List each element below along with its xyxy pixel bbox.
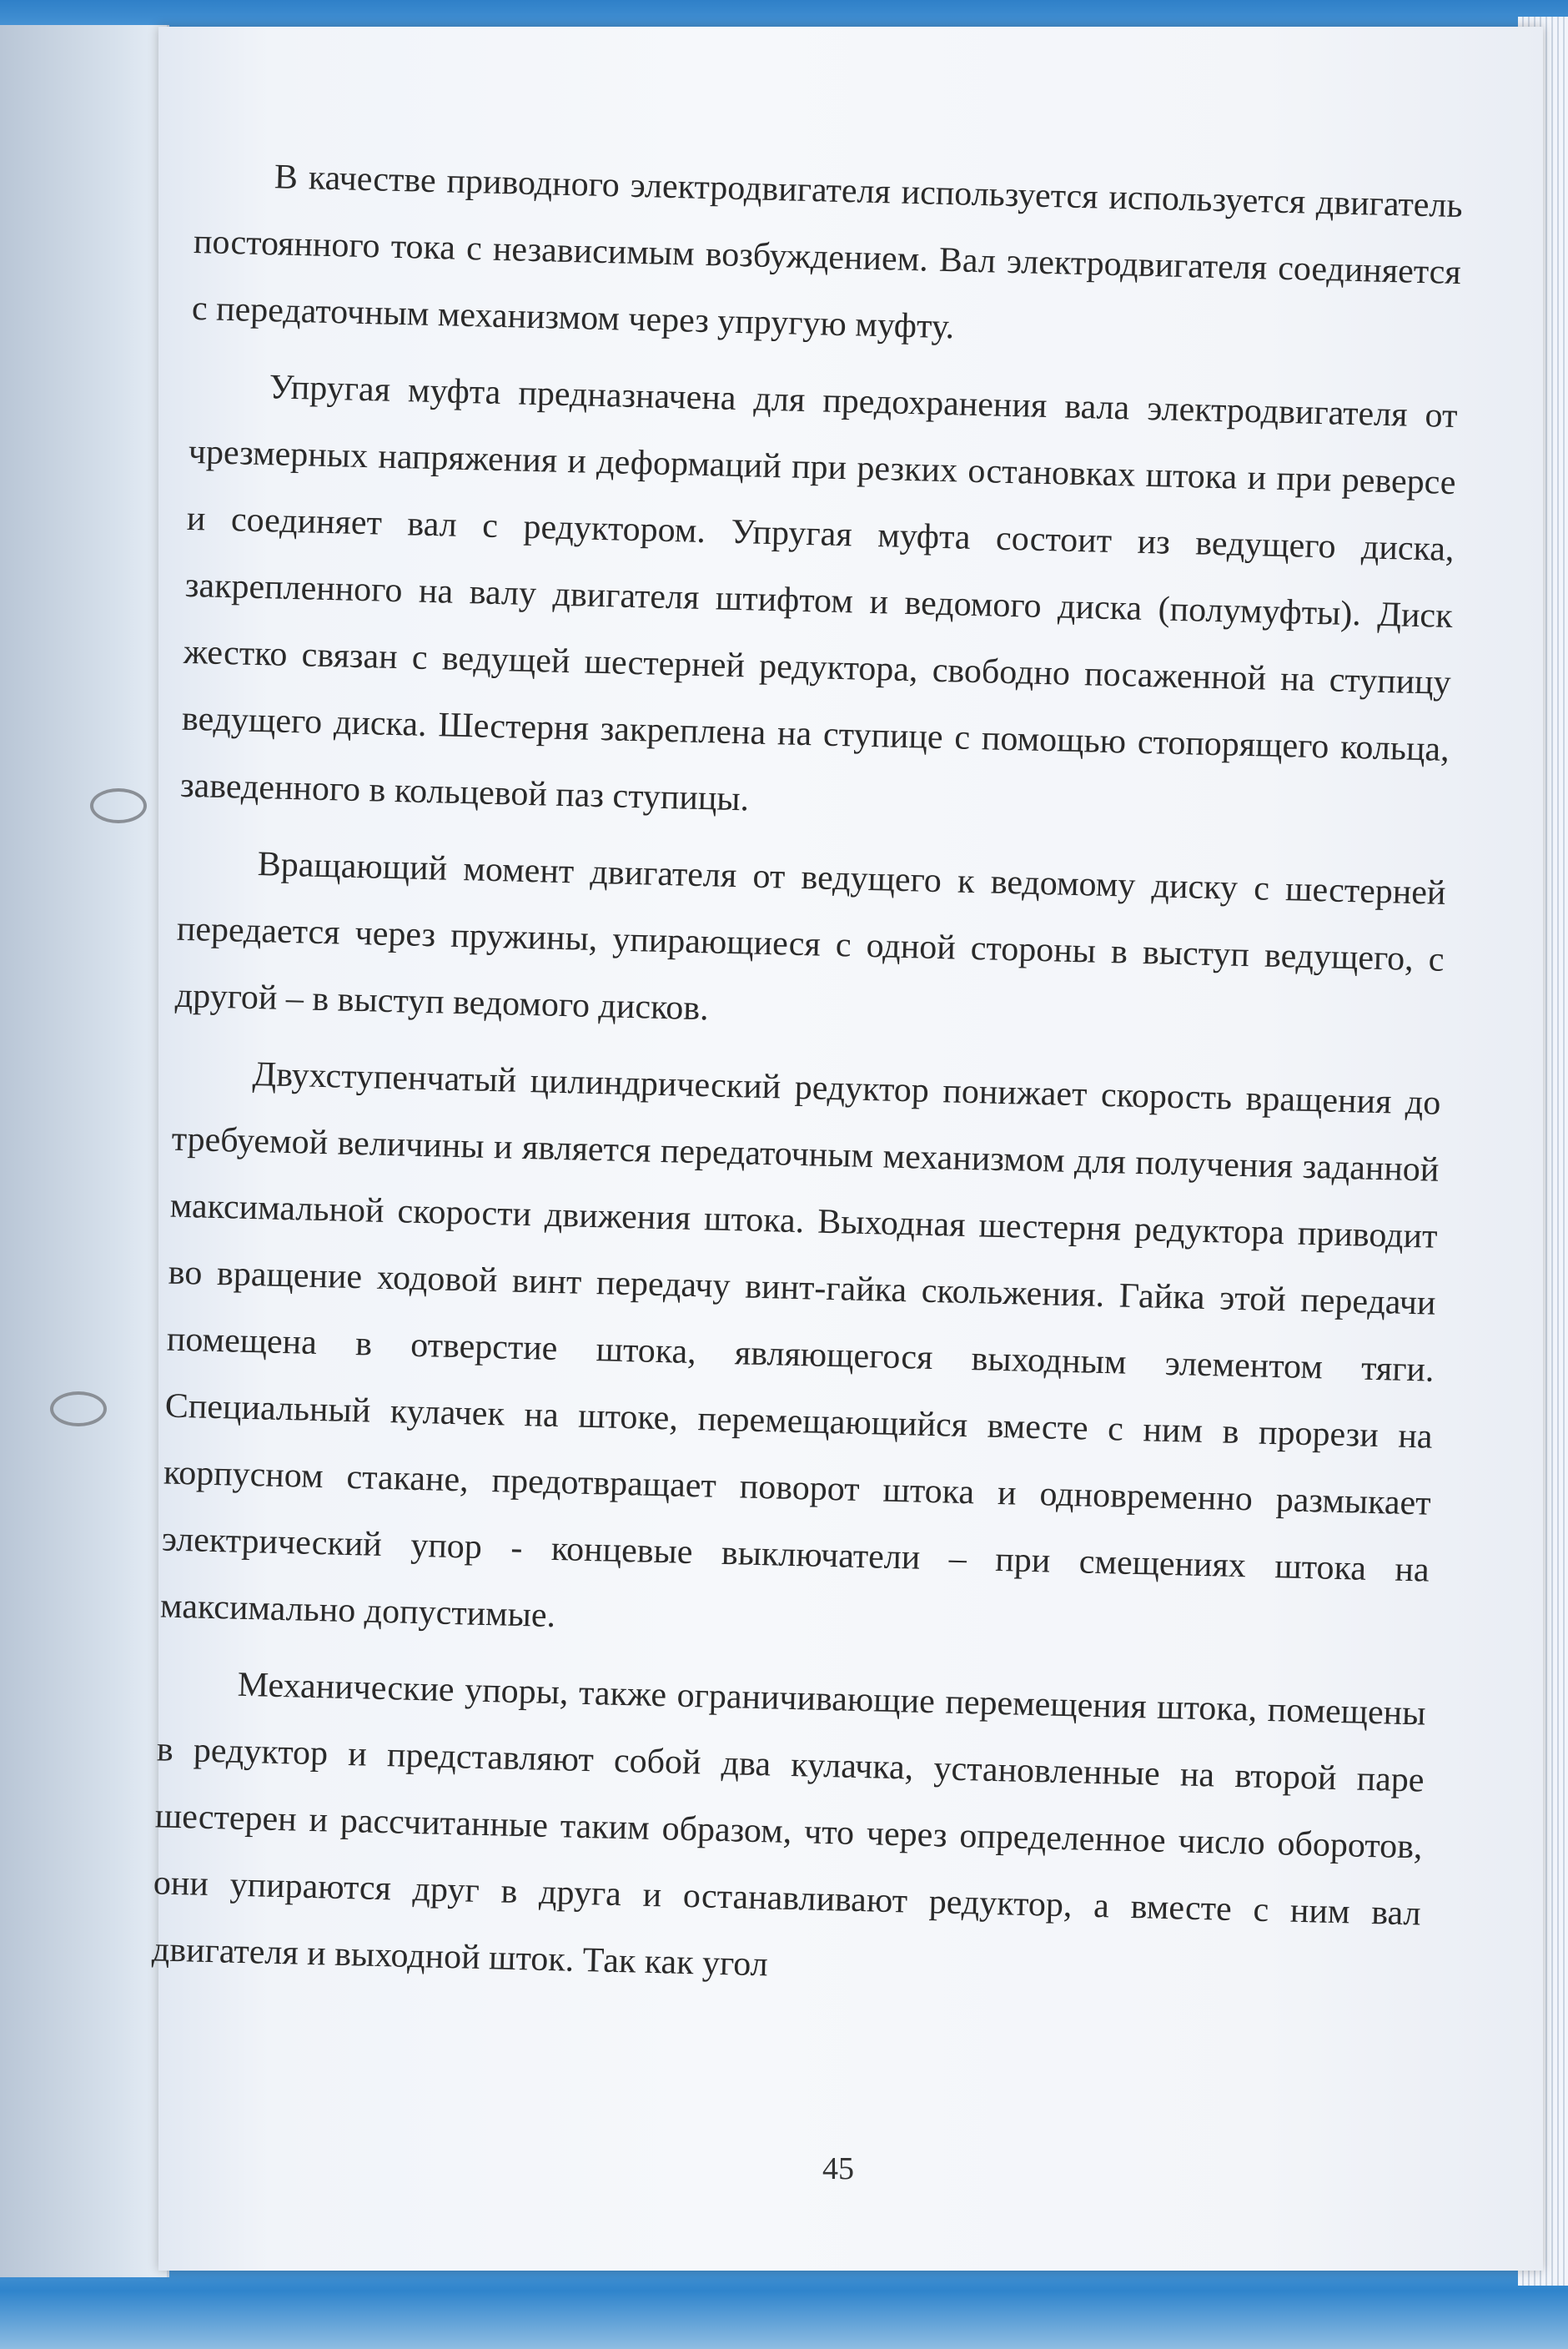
paragraph-2: Упругая муфта предназначена для предохранения вала электродвигателя от чрезмерных напряжения и деформаций при резких остановках штока и при реверсе и соединяет вал с редуктором. Упругая муфта состоит из ведущего диска, закрепленного на валу двигателя штифтом и ведомого диска (полумуфты). Диск жестко связан с ведущей шестерней редуктора, свободно посаженной на ступицу ведущего диска. Шестерня закреплена на ступице с помощью стопорящего кольца, заведенного в кольцевой паз ступицы. (179, 368, 1458, 819)
paragraph-1: В качестве приводного электродвигателя используется используется двигатель постоянного тока с независимым возбуждением. Вал электродвигателя соединяется с передаточным механизмом через упругую муфту. (191, 158, 1464, 347)
paragraph-3: Вращающий момент двигателя от ведущего к ведомому диску с шестерней передается через пружины, упирающиеся с одной стороны в выступ ведущего, с другой – в выступ ведомого дисков. (174, 845, 1446, 1029)
binder-ring-upper (90, 788, 147, 823)
paragraph-4: Двухступенчатый цилиндрический редуктор понижает скорость вращения до требуемой величины и является передаточным механизмом для получения заданной максимальной скорости движения штока. Выходная шестерня редуктора приводит во вращение ходовой винт передачу винт-гайка скольжения. Гайка этой передачи помещена в отверстие штока, являющегося выходным элементом тяги. Специальный кулачек на штоке, перемещающийся вместе с ним в прорези на корпусном стакане, предотвращает поворот штока и одновременно размыкает электрический упор - концевые выключатели – при смещениях штока на максимально допустимые. (159, 1054, 1441, 1636)
binder-ring-lower (50, 1391, 107, 1426)
facing-page (0, 25, 169, 2277)
page-body (151, 142, 1464, 2024)
page-number: 45 (822, 2151, 854, 2186)
paragraph-5: Механические упоры, также ограничивающие перемещения штока, помещены в редуктор и представляют собой два кулачка, установленные на второй паре шестерен и рассчитанные таким образом, что через определенное число оборотов, они упираются друг в друга и останавливают редуктор, а вместе с ним вал двигателя и выходной шток. Так как угол (151, 1665, 1426, 1984)
